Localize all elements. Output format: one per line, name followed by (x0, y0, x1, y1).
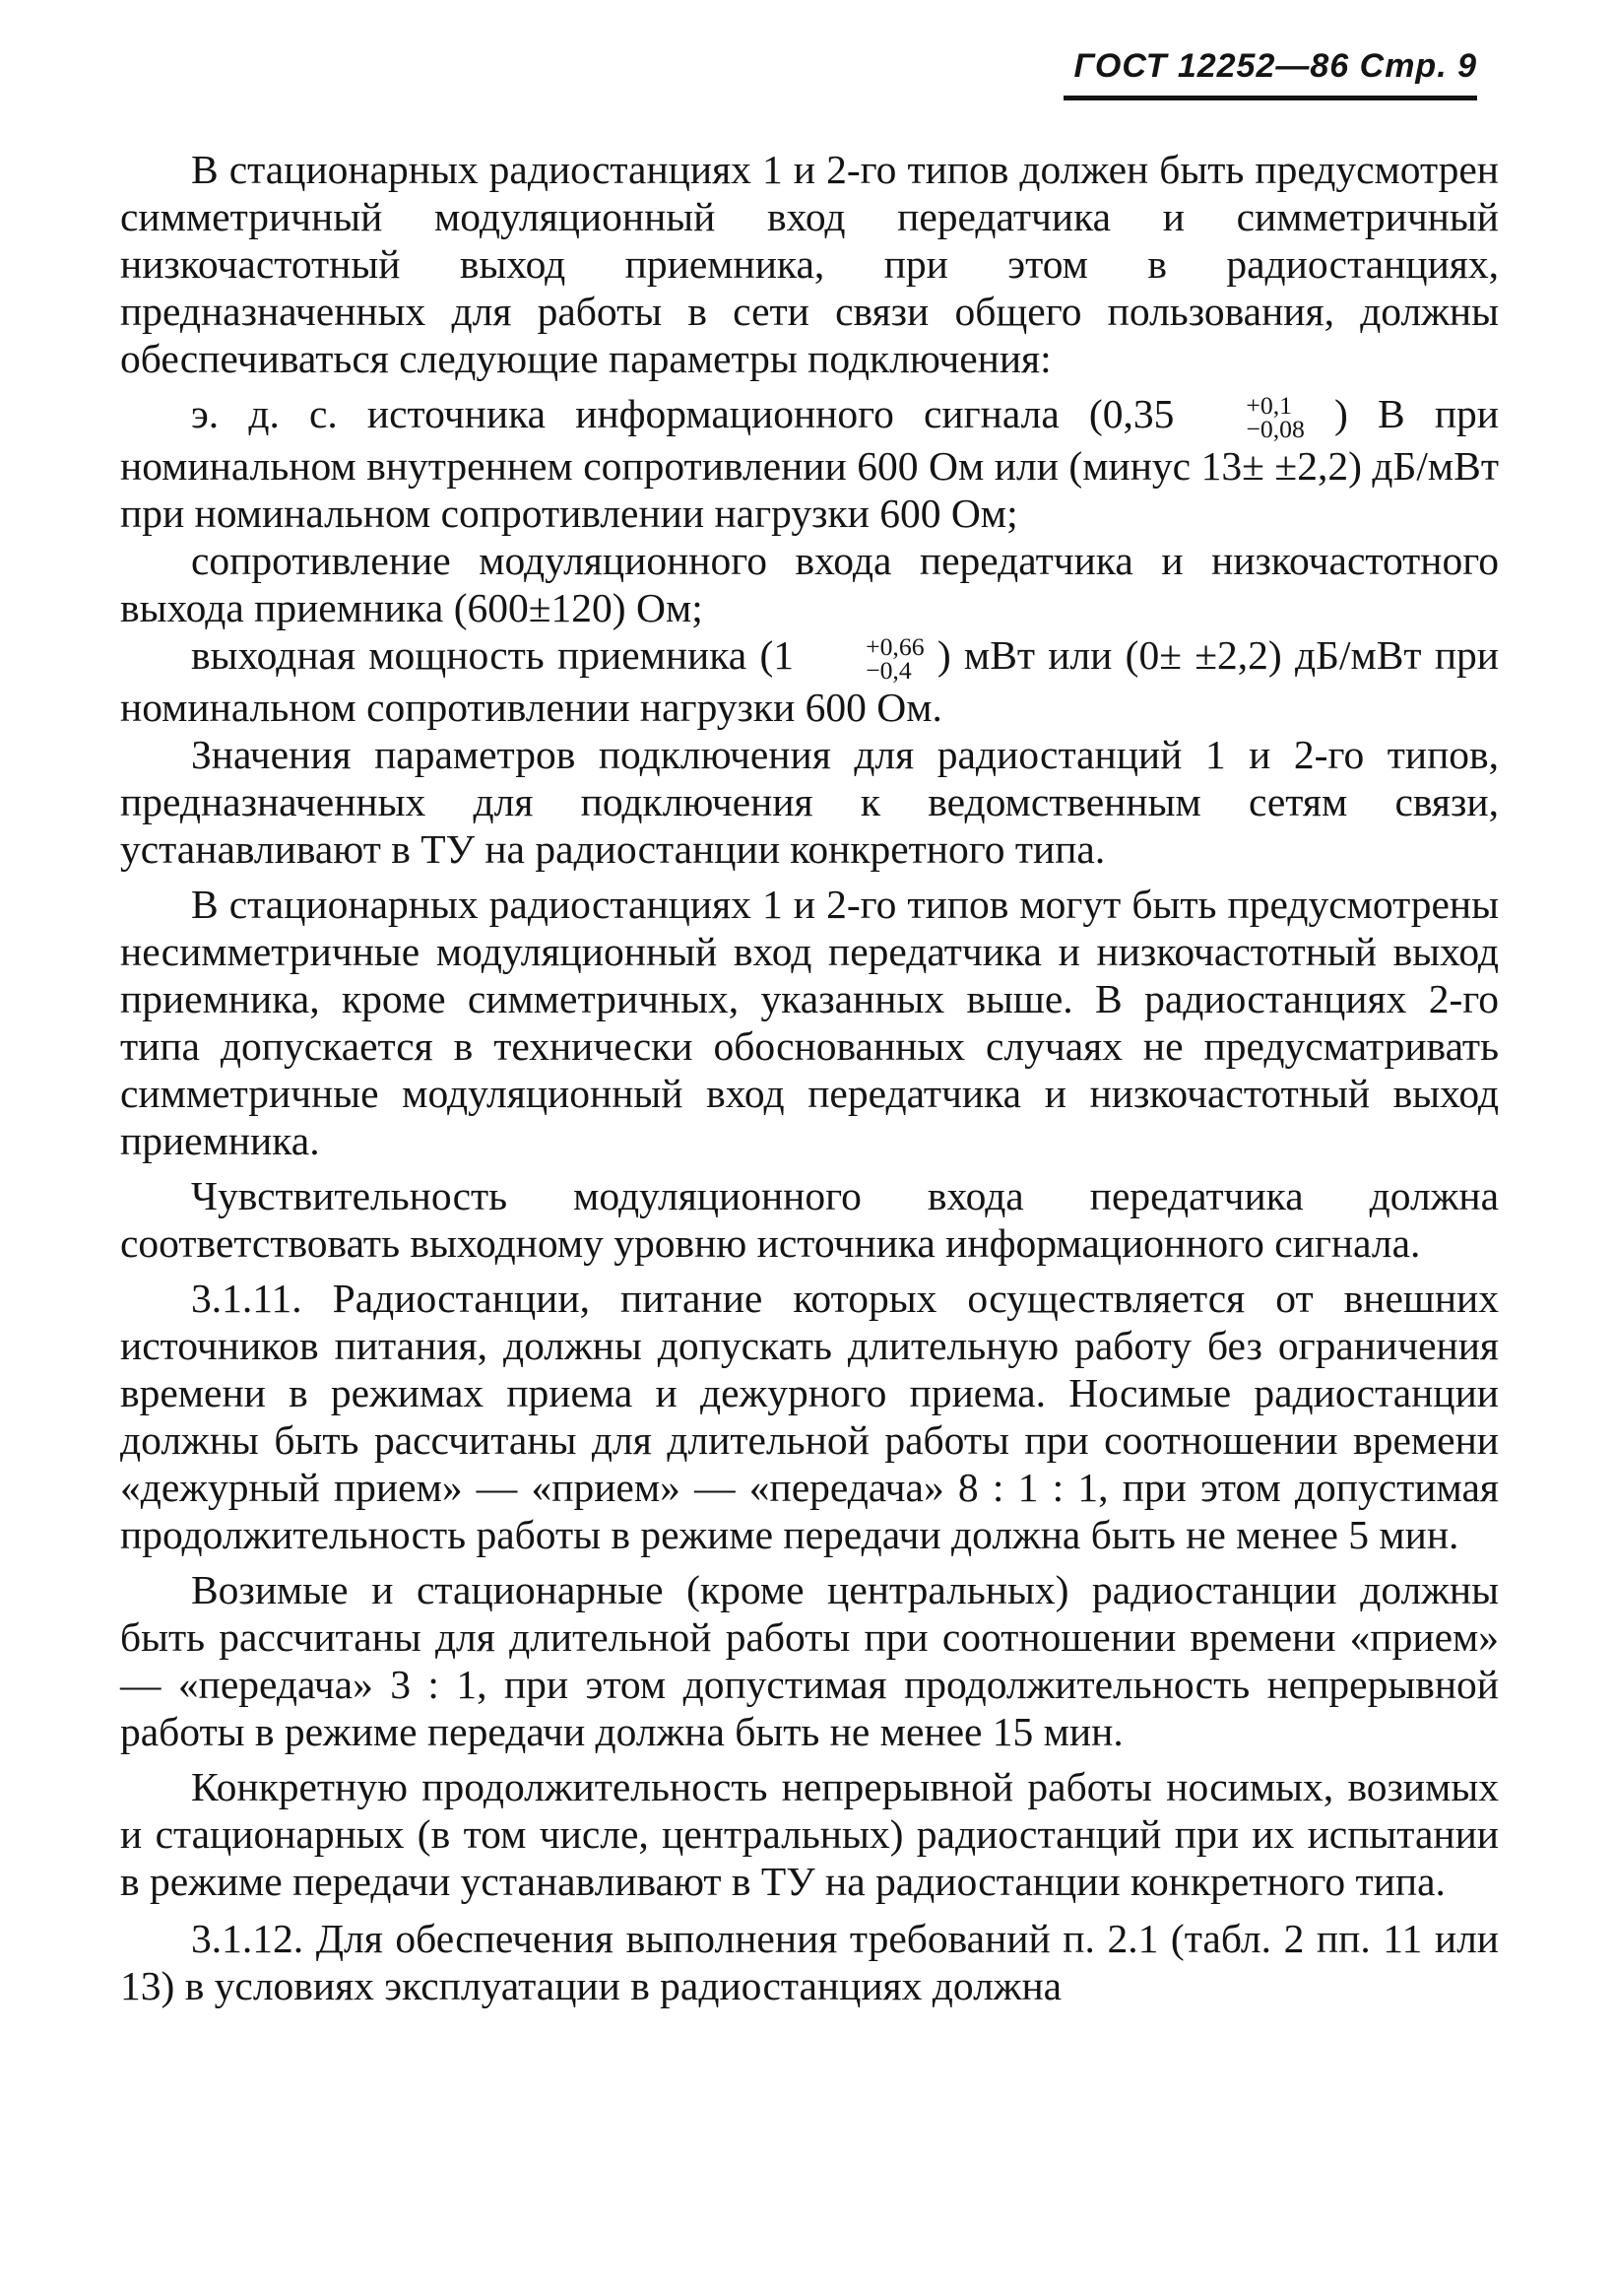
paragraph-departmental-networks: Значения параметров подключения для радиостанций 1 и 2-го типов, предназначенных для подключения к ведомственным сетям связи, устанавливают в ТУ на радиостанции конкретного типа. (120, 731, 1499, 872)
emf-text-before: э. д. с. источника информационного сигнала (0,35 (191, 391, 1175, 436)
document-body (120, 146, 1499, 2017)
emf-tolerance (1175, 391, 1305, 444)
paragraph-symmetric-io: В стационарных радиостанциях 1 и 2-го типов должен быть предусмотрен симметричный модуляционный вход передатчика и симметричный низкочастотный выход приемника, при этом в радиостанциях, предназначенных для работы в сети связи общего пользования, должны обеспечиваться следующие параметры подключения: (120, 147, 1499, 381)
paragraph-emf-source (120, 390, 1499, 537)
paragraph-asymmetric-io: В стационарных радиостанциях 1 и 2-го типов могут быть предусмотрены несимметричные модуляционный вход передатчика и низкочастотный выход приемника, кроме симметричных, указанных выше. В радиостанциях 2-го типа допускается в технически обоснованных случаях не предусматривать симметричные модуляционный вход передатчика и низкочастотный выход приемника. (120, 881, 1499, 1163)
paragraph-output-power (120, 631, 1499, 731)
paragraph-duration-tu: Конкретную продолжительность непрерывной работы носимых, возимых и стационарных (в том числе, центральных) радиостанций при их испытании в режиме передачи устанавливают в ТУ на радиостанции конкретного типа. (120, 1763, 1499, 1904)
paragraph-3-1-12: 3.1.12. Для обеспечения выполнения требований п. 2.1 (табл. 2 пп. 11 или 13) в условиях эксплуатации в радиостанциях должна (120, 1915, 1499, 2008)
power-tolerance-upper: +0,66 (866, 631, 925, 661)
power-text-after: ) мВт или (0± ±2,2) дБ/мВт при номинальном сопротивлении нагрузки 600 Ом. (120, 631, 1499, 730)
power-tolerance (795, 631, 925, 686)
power-text-before: выходная мощность приемника (1 (191, 631, 795, 678)
power-tolerance-lower: −0,4 (866, 656, 912, 686)
emf-tolerance-upper: +0,1 (1246, 391, 1293, 421)
paragraph-3-1-11: 3.1.11. Радиостанции, питание которых осуществляется от внешних источников питания, должны допускать длительную работу без ограничения времени в режимах приема и дежурного приема. Носимые радиостанции должны быть рассчитаны для длительной работы при соотношении времени «дежурный прием» — «прием» — «передача» 8 : 1 : 1, при этом допустимая продолжительность работы в режиме передачи должна быть не менее 5 мин. (120, 1275, 1499, 1557)
emf-text-after: ) В при номинальном внутреннем сопротивлении 600 Ом или (минус 13± ±2,2) дБ/мВт при номинальном сопротивлении нагрузки 600 Ом; (120, 391, 1500, 536)
paragraph-input-resistance: сопротивление модуляционного входа передатчика и низкочастотного выхода приемника (600±120) Ом; (120, 537, 1499, 630)
running-head: ГОСТ 12252—86 Стр. 9 (1064, 47, 1477, 100)
emf-tolerance-lower: −0,08 (1246, 415, 1305, 444)
paragraph-vehicle-stationary: Возимые и стационарные (кроме центральных) радиостанции должны быть рассчитаны для длительной работы при соотношении времени «прием» — «передача» 3 : 1, при этом допустимая продолжительность непрерывной работы в режиме передачи должна быть не менее 15 мин. (120, 1566, 1499, 1754)
paragraph-input-sensitivity: Чувствительность модуляционного входа передатчика должна соответствовать выходному уровню источника информационного сигнала. (120, 1172, 1499, 1266)
